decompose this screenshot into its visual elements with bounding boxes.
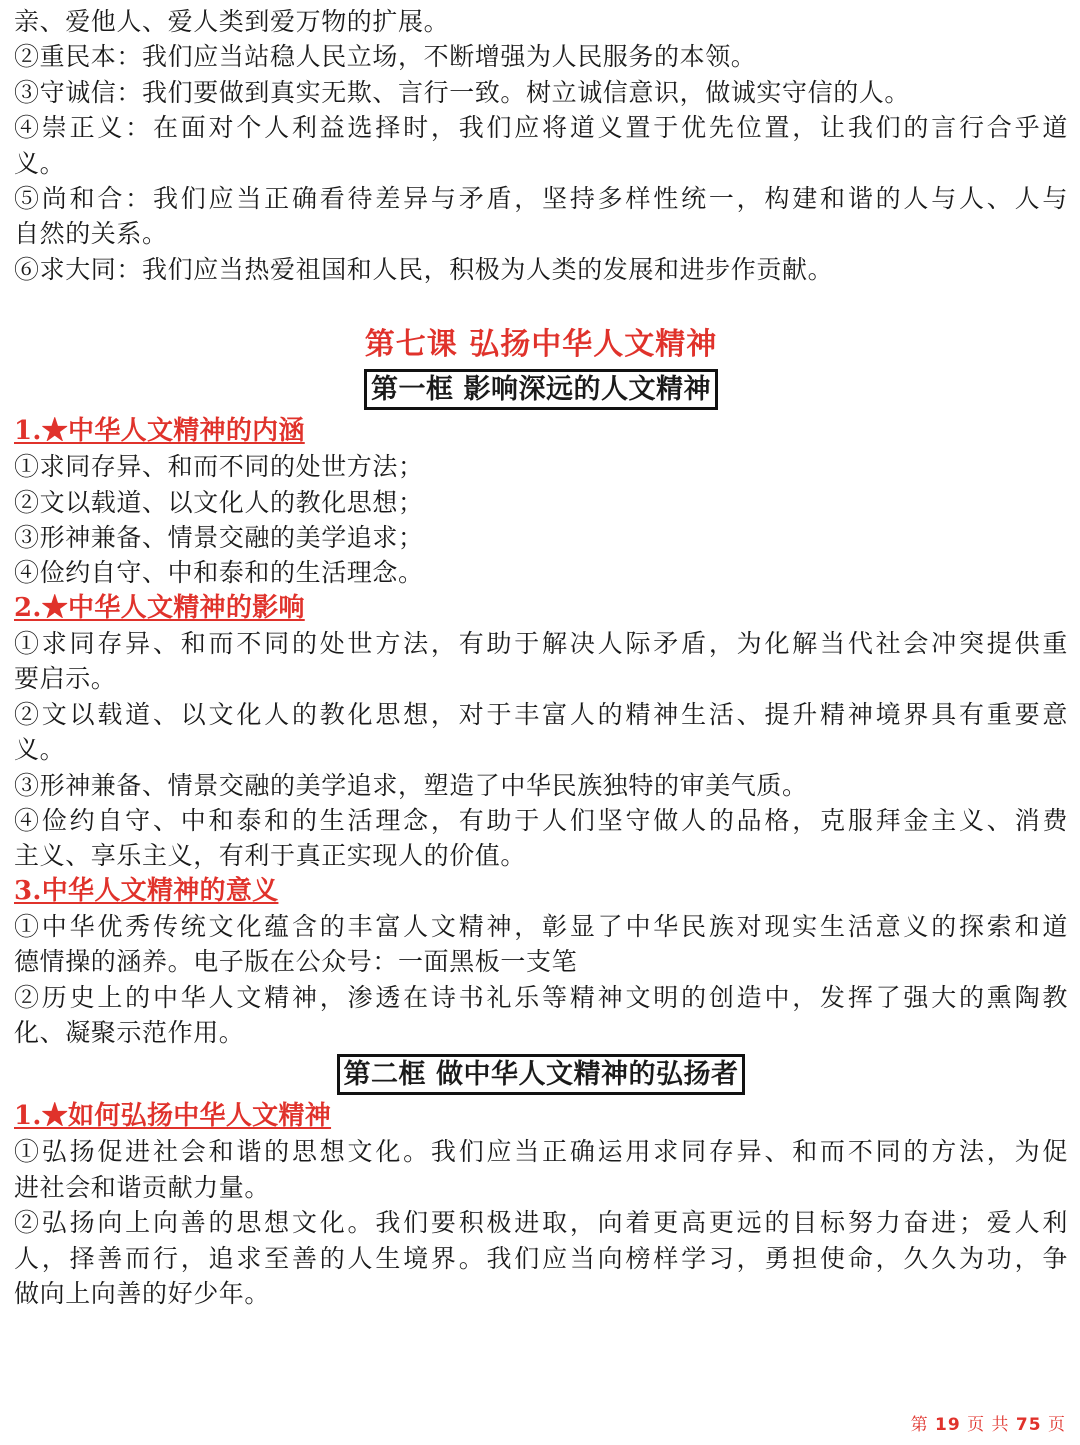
section-heading: 1.★中华人文精神的内涵 (14, 416, 305, 447)
section-heading-row (14, 874, 1068, 909)
text-line: ①求同存异、和而不同的处世方法，有助于解决人际矛盾，为化解当代社会冲突提供重 (14, 628, 1068, 658)
text-line: ⑤尚和合：我们应当正确看待差异与矛盾，坚持多样性统一，构建和谐的人与人、人与 (14, 184, 1068, 214)
section-heading: 2.★中华人文精神的影响 (14, 592, 305, 623)
text-line: ⑥求大同：我们应当热爱祖国和人民，积极为人类的发展和进步作贡献。 (14, 254, 834, 284)
frame1-title: 第一框 影响深远的人文精神 (364, 369, 718, 410)
section-heading-row (14, 414, 1068, 449)
text-line: ②弘扬向上向善的思想文化。我们要积极进取，向着更高更远的目标努力奋进；爱人利 (14, 1208, 1068, 1238)
text-line: 自然的关系。 (14, 219, 168, 249)
text-line: ②重民本：我们应当站稳人民立场，不断增强为人民服务的本领。 (14, 42, 757, 72)
lesson-title: 第七课 弘扬中华人文精神 (364, 327, 718, 363)
text-line: ③守诚信：我们要做到真实无欺、言行一致。树立诚信意识，做诚实守信的人。 (14, 77, 911, 107)
text-line: 德情操的涵养。电子版在公众号：一面黑板一支笔 (14, 947, 578, 977)
footer-total-pages: 75 (1015, 1415, 1042, 1435)
footer-middle: 页 共 (967, 1415, 1010, 1435)
text-line: ④俭约自守、中和泰和的生活理念，有助于人们坚守做人的品格，克服拜金主义、消费 (14, 805, 1068, 835)
frame1-sections (14, 414, 1068, 1050)
footer-prefix: 第 (910, 1415, 929, 1435)
frame2-title: 第二框 做中华人文精神的弘扬者 (337, 1054, 746, 1095)
text-line: 进社会和谐贡献力量。 (14, 1172, 271, 1202)
section-heading: 1.★如何弘扬中华人文精神 (14, 1101, 332, 1132)
text-line: 义。 (14, 735, 66, 765)
frame2-title-wrap (14, 1054, 1068, 1095)
text-line: 义。 (14, 148, 66, 178)
footer-suffix: 页 (1048, 1415, 1066, 1435)
text-line: 做向上向善的好少年。 (14, 1278, 271, 1308)
text-line: 主义、享乐主义，有利于真正实现人的价值。 (14, 841, 527, 871)
frame1-title-wrap (14, 369, 1068, 410)
page-footer (911, 1410, 1066, 1435)
section-heading-row (14, 1099, 1068, 1134)
section-heading-row (14, 591, 1068, 626)
text-line: ③形神兼备、情景交融的美学追求； (14, 523, 424, 553)
text-line: ②文以载道、以文化人的教化思想； (14, 487, 424, 517)
text-line: ④俭约自守、中和泰和的生活理念。 (14, 558, 424, 588)
text-line: 亲、爱他人、爱人类到爱万物的扩展。 (14, 7, 450, 36)
intro-block (14, 4, 1068, 287)
footer-page-number: 19 (935, 1415, 961, 1435)
text-line: 人，择善而行，追求至善的人生境界。我们应当向榜样学习，勇担使命，久久为功，争 (14, 1243, 1068, 1273)
text-line: ①弘扬促进社会和谐的思想文化。我们应当正确运用求同存异、和而不同的方法，为促 (14, 1137, 1068, 1167)
text-line: ①中华优秀传统文化蕴含的丰富人文精神，彰显了中华民族对现实生活意义的探索和道 (14, 911, 1068, 941)
text-line: ④崇正义：在面对个人利益选择时，我们应将道义置于优先位置，让我们的言行合乎道 (14, 113, 1068, 143)
text-line: ③形神兼备、情景交融的美学追求，塑造了中华民族独特的审美气质。 (14, 770, 808, 800)
text-line: ①求同存异、和而不同的处世方法； (14, 452, 424, 482)
frame2-sections (14, 1099, 1068, 1311)
text-line: 要启示。 (14, 664, 117, 694)
text-line: ②文以载道、以文化人的教化思想，对于丰富人的精神生活、提升精神境界具有重要意 (14, 699, 1068, 729)
text-line: 化、凝聚示范作用。 (14, 1017, 245, 1047)
document-page (14, 4, 1068, 1311)
section-heading: 3.中华人文精神的意义 (14, 875, 279, 906)
text-line: ②历史上的中华人文精神，渗透在诗书礼乐等精神文明的创造中，发挥了强大的熏陶教 (14, 982, 1068, 1012)
